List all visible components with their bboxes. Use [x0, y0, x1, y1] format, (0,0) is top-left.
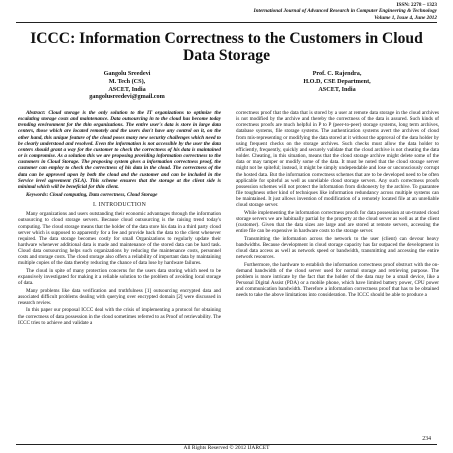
body-paragraph: The cloud in spite of many protection concerns for the users data storing which need to be expansively investigated for making it a reliable solution to the problem of avoiding local storage of data.: [18, 267, 221, 287]
author-name: Gangolu Sreedevi: [103, 70, 151, 77]
section-heading-introduction: I. INTRODUCTION: [92, 202, 147, 209]
keywords: Keywords: Cloud computing, Data correctness, Cloud Storage: [26, 192, 158, 199]
header-rule: [16, 22, 437, 23]
author-name: Prof. C. Rajendra,: [312, 70, 362, 77]
left-column: [18, 110, 221, 440]
copyright-footer: All Rights Reserved © 2012 IJARCET: [183, 445, 270, 451]
author-block-2: [262, 70, 412, 93]
abstract: Abstract: Cloud storage is the only solution to the IT organizations to optimize the escalating storage costs and maintenance. Data outsourcing in to the cloud has become today trending environment for the thin organizations. The entire user's data is store in large data centers, those which are located remotely and the users don't have any control on it, on the other hand, this unique feature of the cloud poses many new security challenges which need to be clearly understood and resolved. Even the information is not accessible by the user the data centers should grant a way for the customer to check the correctness of his data is maintained or is compromise. As a solution this we are proposing providing information correctness to the customers in Cloud Storage. The proposing system gives a information correctness proof, the customer can employ to check the correctness of his data in the cloud. The correctness of the data can be approved upon by both the cloud and the customer and can be included in the Service level agreement (SLA). This scheme ensures that the storage at the client side is minimal which will be beneficial for thin client.: [18, 110, 221, 190]
volume-line: Volume 1, Issue 4, June 2012: [374, 14, 437, 21]
author-affiliation: ASCET, India: [318, 85, 356, 93]
author-block-1: [52, 70, 202, 101]
author-degree: H.O.D, CSE Department,: [303, 77, 371, 85]
author-degree: M. Tech (CS),: [108, 77, 146, 85]
right-column: [236, 110, 439, 440]
body-paragraph: While implementing the information correctness proofs for data possession at un-trusted cloud storage servers we are habitually partial by the property at the cloud server as well as at the client (customer). Given that the data sizes are large and are stored at remote servers, accessing the entire file can be expensive in hardware costs to the storage server.: [236, 209, 439, 235]
body-paragraph: In this paper our proposal ICCC deal with the crisis of implementing a protocol for obtaining the correctness of data possession in the cloud sometimes referred to as Proof of retrievability. The ICCC tries to achieve and validate a: [18, 307, 221, 326]
body-paragraph: Furthermore, the hardware to establish the information correctness proof obstruct with the on-demand bandwidth of the cloud server used for normal storage and retrieving purpose. The problem is more intricate by the fact that the holder of the data may be a small device, like a Personal Digital Assist (PDA) or a mobile phone, which have limited battery power, CPU power and communication bandwidth. Therefore a information correctness proof that has to be obtained needs to take the above limitations into consideration. The ICCC should be able to produce a: [236, 261, 439, 299]
body-paragraph: Many problems like data verification and truthfulness [1] outsourcing encrypted data and associated difficult problems dealing with querying over encrypted domain [2] were discussed in research review.: [18, 287, 221, 306]
page-number: 234: [422, 436, 431, 442]
body-paragraph: Many organizations and users outstanding their economic advantages through the information outsourcing to cloud storage servers. Because cloud outsourcing is the raising trend today's computing. The cloud storage means that the holder of the data store his data in a third party cloud server which is supposed to apparently for a fee and provide back the data to the client whenever required. The data storage becomes costly for small Organizations to regularly update their hardware whenever additional data is made and maintenance of the stored data can be hard task. Cloud data outsourcing helps such organizations by reducing the maintenance costs, personnel costs and storage costs. The cloud storage also offers a reliability of important data by maintaining multiple copies of the data thereby reducing the chance of data lose by hardware failures.: [18, 211, 221, 267]
paper-title: ICCC: Information Correctness to the Customers in Cloud Data Storage: [30, 30, 423, 64]
body-paragraph: Transmitting the information across the network to the user (client) can devour heavy bandwidths. Because development in cloud storage capacity has far outpaced the development in cloud data access as well as network speed or bandwidth, transmitting and accessing the entire network resources.: [236, 235, 439, 261]
journal-name: International Journal of Advanced Research in Computer Engineering & Technology: [253, 8, 437, 15]
author-email: gangolusreedevi@gmail.com: [89, 93, 165, 101]
author-affiliation: ASCET, India: [108, 85, 146, 93]
journal-header: [107, 2, 437, 21]
issn-line: ISSN: 2278 – 1323: [396, 2, 437, 8]
body-paragraph: correctness proof that the data that is stored by a user at remote data storage in the cloud archives is not modified by the archive and thereby the correctness of the data is assured. Such kinds of correctness proofs are much helpful in P to P (peer-to-peer) storage systems, long term archives, database systems, file storage systems. The authentication systems avert the archives of cloud from mis-representing or modifying the data stored at it without the approval of the data holder by using frequent checks on the storage archives. Such checks must allow the data holder to efficiently, frequently, quickly and securely validate that the cloud archive is not cheating the data holder. Cheating, in this situation, means that the cloud storage archive might delete some of the data or may tamper or modify some of the data. It must be noted that the cloud storage server might not be spiteful; instead, it might be simply undependable and lose or unconsciously corrupt the hosted data. But the information correctness schemes that are to be developed need to be often applicable for spiteful as well as unreliable cloud storage servers. Any such correctness proofs possession schemes will not protect the information from dishonesty by the archive. To guarantee file toughness other kind of techniques like information redundancy across multiple systems can be maintained. It just allows invention of modification of a remotely located file at an unreliable cloud storage server.: [236, 110, 439, 209]
